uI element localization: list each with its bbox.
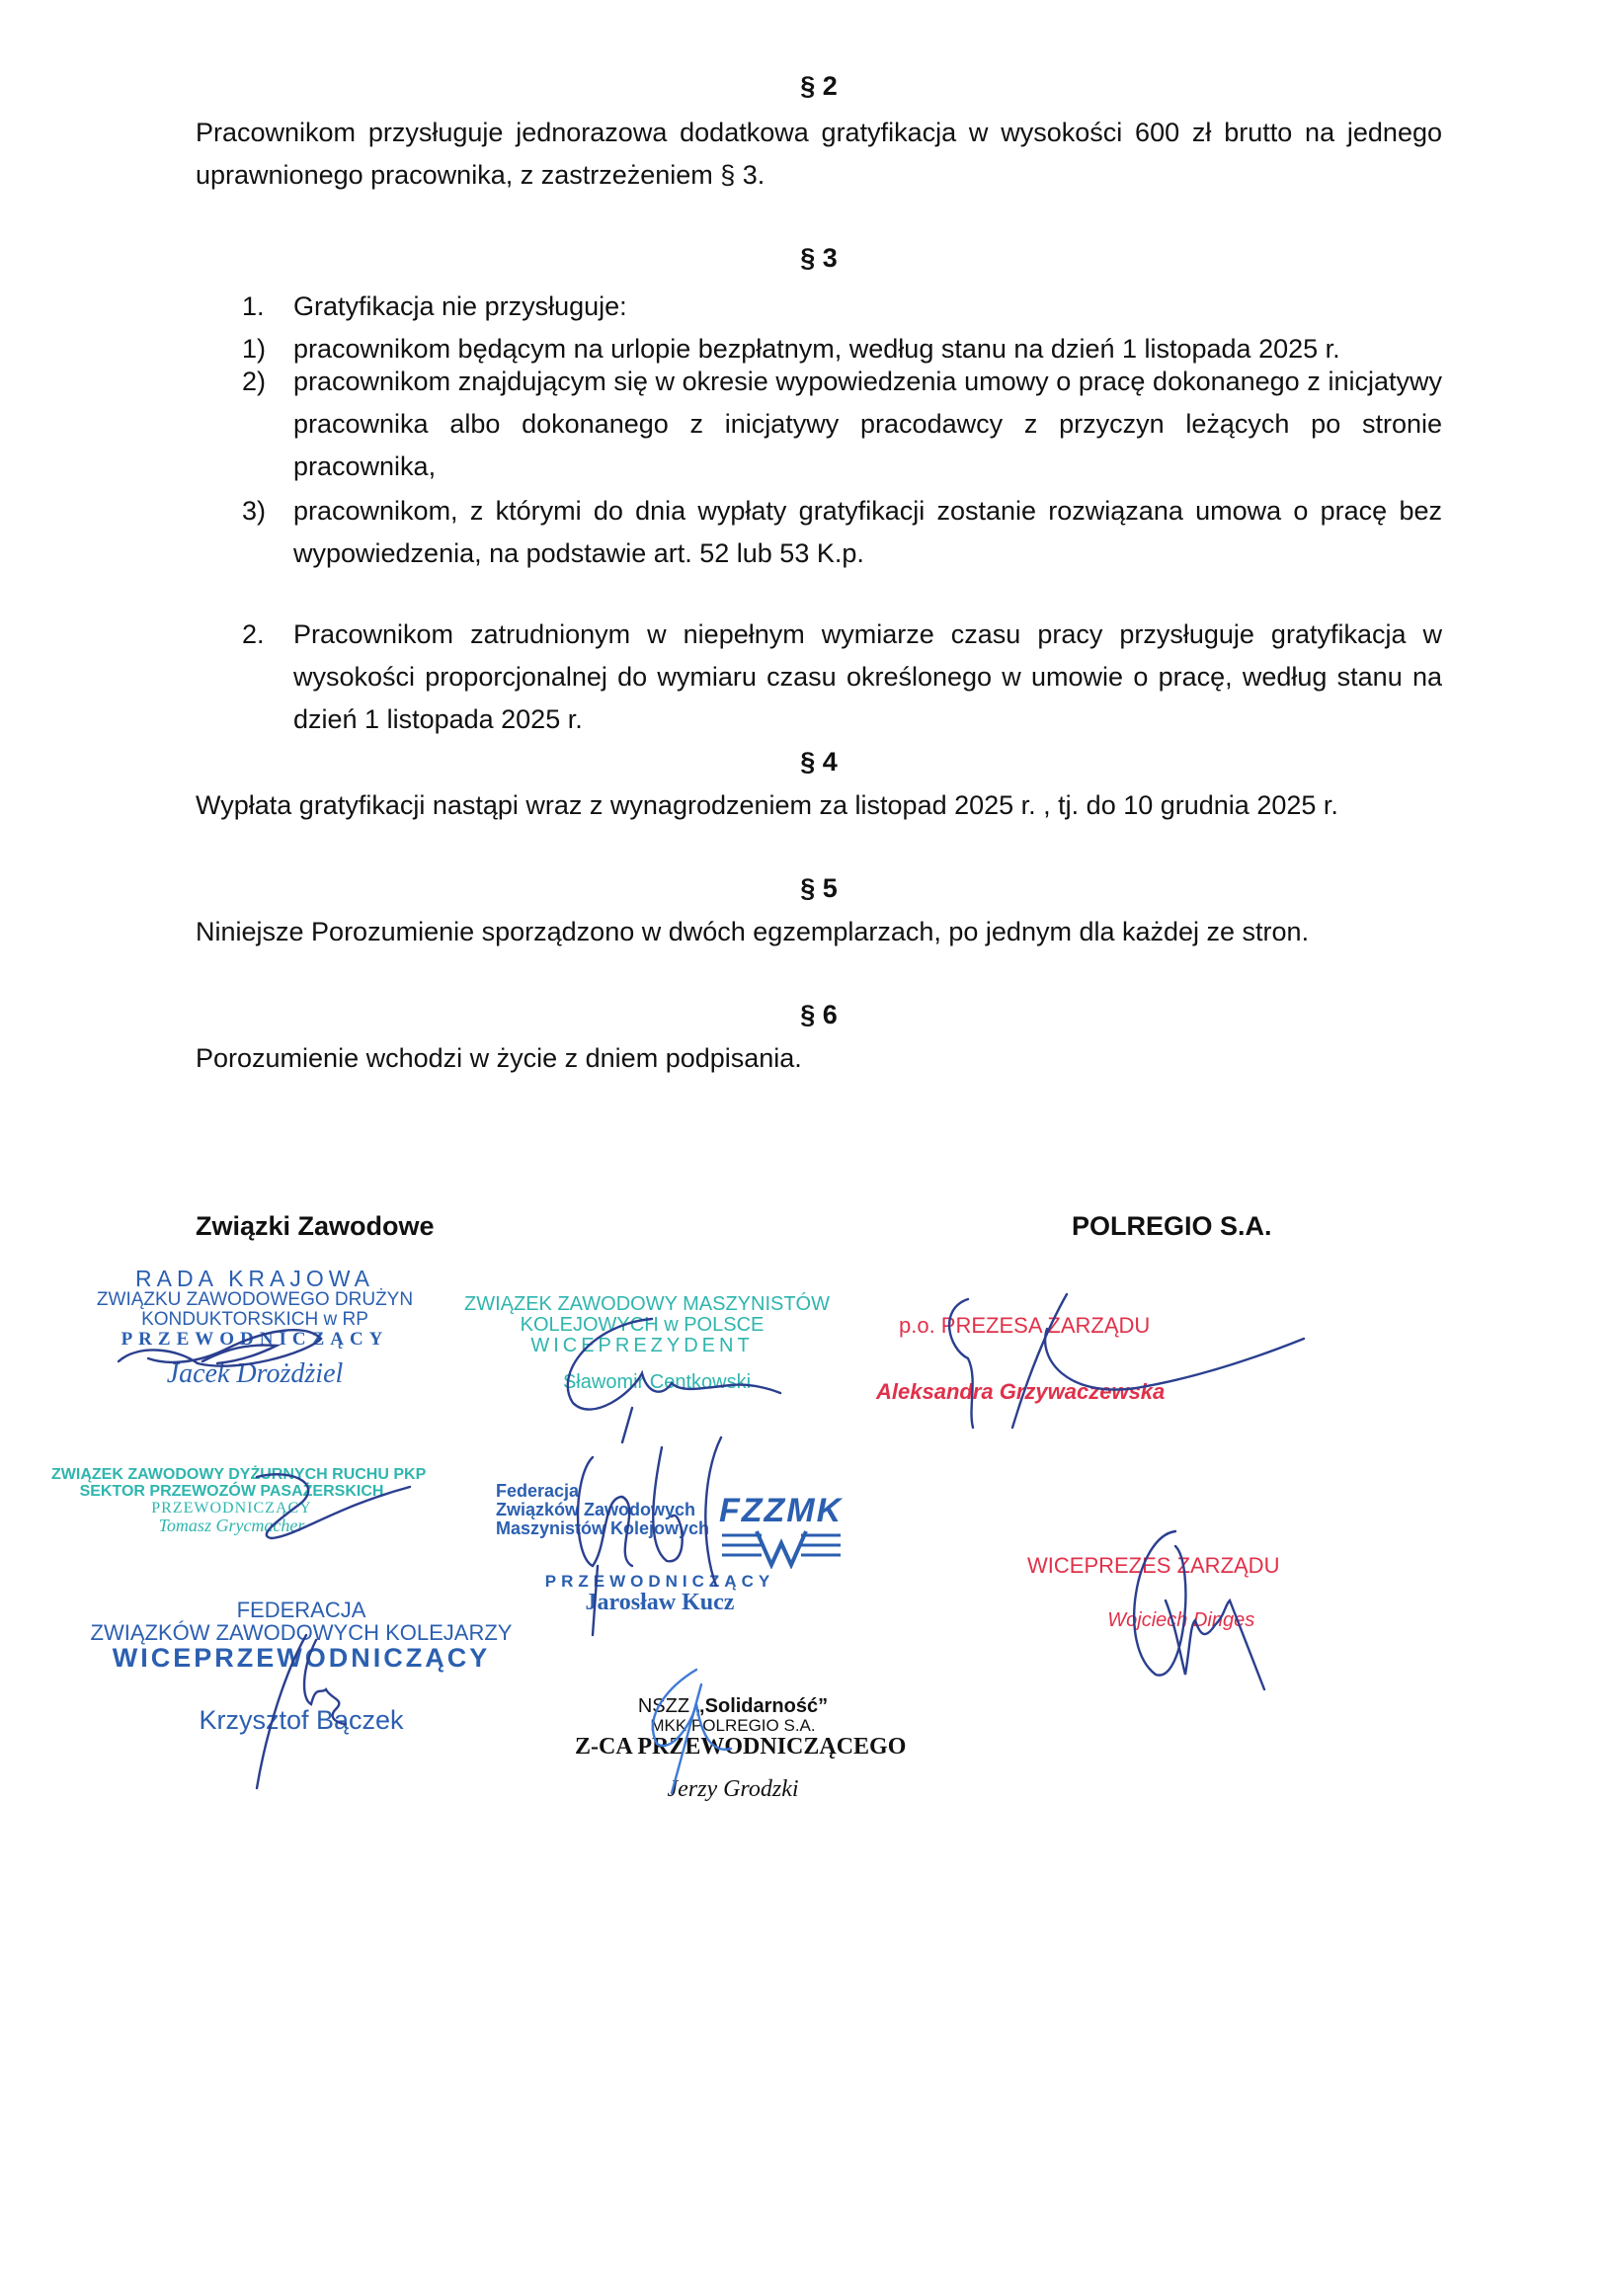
point-number: 2. [242, 619, 265, 649]
point-text: Gratyfikacja nie przysługuje: [293, 291, 627, 321]
stamp-line: Maszynistów Kolejowych [496, 1517, 710, 1538]
signatory-name: Aleksandra Grzywaczewska [876, 1379, 1166, 1405]
signatory-name: Tomasz Grycmacher [158, 1516, 305, 1536]
section-6-text: Porozumienie wchodzi w życie z dniem podpisania. [196, 1043, 802, 1073]
stamp-line: ZWIĄZEK ZAWODOWY MASZYNISTÓW [464, 1293, 830, 1315]
section-2-text: Pracownikom przysługuje jednorazowa dodatkowa gratyfikacja w wysokości 600 zł brutto na jednego uprawnionego pracownika, z zastrzeżeniem § 3. [196, 118, 1442, 190]
subitem-number: 1) [242, 334, 267, 364]
stamp-line: Federacja [496, 1481, 580, 1501]
point-text: Pracownikom zatrudnionym w niepełnym wymiarze czasu pracy przysługuje gratyfikacja w wysokości proporcjonalnej do wymiaru czasu określonego w umowie o pracę, według stanu na dzień 1 listopada 2025 r. [293, 619, 1442, 734]
stamp-solidarnosc [575, 1695, 907, 1803]
stamp-line: Z-CA PRZEWODNICZĄCEGO [575, 1733, 907, 1760]
subitem-text: pracownikom będącym na urlopie bezpłatnym, według stanu na dzień 1 listopada 2025 r. [293, 334, 1340, 364]
signatory-name: Wojciech Dinges [1107, 1609, 1255, 1632]
stamp-line: MKK POLREGIO S.A. [650, 1716, 816, 1735]
point-number: 1. [242, 291, 265, 321]
stamp-line: SEKTOR PRZEWOZÓW PASAŻERSKICH [79, 1482, 384, 1500]
stamp-line: KOLEJOWYCH w POLSCE [520, 1314, 765, 1336]
fzzmk-w-logo-icon [722, 1529, 841, 1569]
stamp-line: NSZZ [637, 1695, 695, 1717]
stamp-line: WICEPRZEWODNICZĄCY [112, 1643, 491, 1674]
section-heading-3: § 3 [800, 243, 838, 273]
section-heading-4: § 4 [800, 747, 838, 777]
stamp-konduktorskich [77, 1267, 433, 1388]
section-4-text: Wypłata gratyfikacji nastąpi wraz z wynagrodzeniem za listopad 2025 r. , tj. do 10 grudnia 2025 r. [196, 790, 1338, 820]
stamp-title: p.o. PREZESA ZARZĄDU [898, 1313, 1151, 1338]
fzzmk-logo [719, 1494, 843, 1569]
section-5-text: Niniejsze Porozumienie sporządzono w dwóch egzemplarzach, po jednym dla każdej ze stron. [196, 917, 1310, 946]
stamp-line: Związków Zawodowych [496, 1499, 696, 1519]
signatory-name: Jacek Drożdżiel [166, 1357, 344, 1389]
company-label: POLREGIO S.A. [1072, 1211, 1272, 1241]
stamp-line: ZWIĄZKU ZAWODOWEGO DRUŻYN [96, 1289, 414, 1311]
stamp-line: PRZEWODNICZĄCY [544, 1572, 775, 1591]
subitem-number: 2) [242, 367, 267, 396]
section-heading-6: § 6 [800, 1000, 838, 1029]
signatory-name: Krzysztof Bączek [199, 1704, 404, 1735]
stamp-title: WICEPREZES ZARZĄDU [1027, 1553, 1280, 1578]
stamp-polregio-prezes [876, 1313, 1166, 1405]
section-3-subitem-3 [242, 490, 1442, 575]
stamp-dyzurnych [51, 1466, 427, 1536]
stamp-line: ZWIĄZKÓW ZAWODOWYCH KOLEJARZY [90, 1620, 513, 1646]
section-3-point-2 [242, 614, 1442, 741]
stamp-line: FEDERACJA [236, 1598, 366, 1622]
stamp-fzzk [79, 1599, 524, 1734]
subitem-number: 3) [242, 496, 267, 526]
stamp-line: RADA KRAJOWA [135, 1266, 374, 1291]
unions-label: Związki Zawodowe [196, 1211, 435, 1241]
stamp-line: ZWIĄZEK ZAWODOWY DYŻURNYCH RUCHU PKP [51, 1466, 427, 1483]
stamp-line: KONDUKTORSKICH w RP [141, 1309, 368, 1331]
section-heading-5: § 5 [800, 873, 838, 903]
signatory-name: Jerzy Grodzki [667, 1776, 799, 1803]
stamp-polregio-wiceprezes [1027, 1554, 1279, 1631]
stamp-fzzmk [496, 1482, 713, 1538]
signatory-name: Jarosław Kucz [585, 1589, 735, 1615]
stamp-line: PRZEWODNICZĄCY [121, 1329, 389, 1351]
stamp-maszynistow [464, 1293, 830, 1393]
subitem-text: pracownikom, z którymi do dnia wypłaty gratyfikacji zostanie rozwiązana umowa o pracę bez wypowiedzenia, na podstawie art. 52 lub 53 K.p. [293, 496, 1442, 568]
signatory-name: Sławomir Centkowski [562, 1371, 752, 1393]
logo-text: FZZMK [719, 1492, 844, 1529]
stamp-fzzmk-title [541, 1573, 778, 1615]
section-3-subitem-2 [242, 361, 1442, 488]
stamp-line: „Solidarność” [694, 1695, 829, 1717]
section-3-point-1 [242, 286, 1442, 328]
stamp-line: PRZEWODNICZĄCY [151, 1499, 312, 1517]
stamp-line: WICEPREZYDENT [530, 1335, 754, 1356]
subitem-text: pracownikom znajdującym się w okresie wypowiedzenia umowy o pracę dokonanego z inicjatywy pracownika albo dokonanego z inicjatywy pracodawcy z przyczyn leżących po stronie pracownika, [293, 367, 1442, 481]
section-heading-2: § 2 [800, 71, 838, 101]
